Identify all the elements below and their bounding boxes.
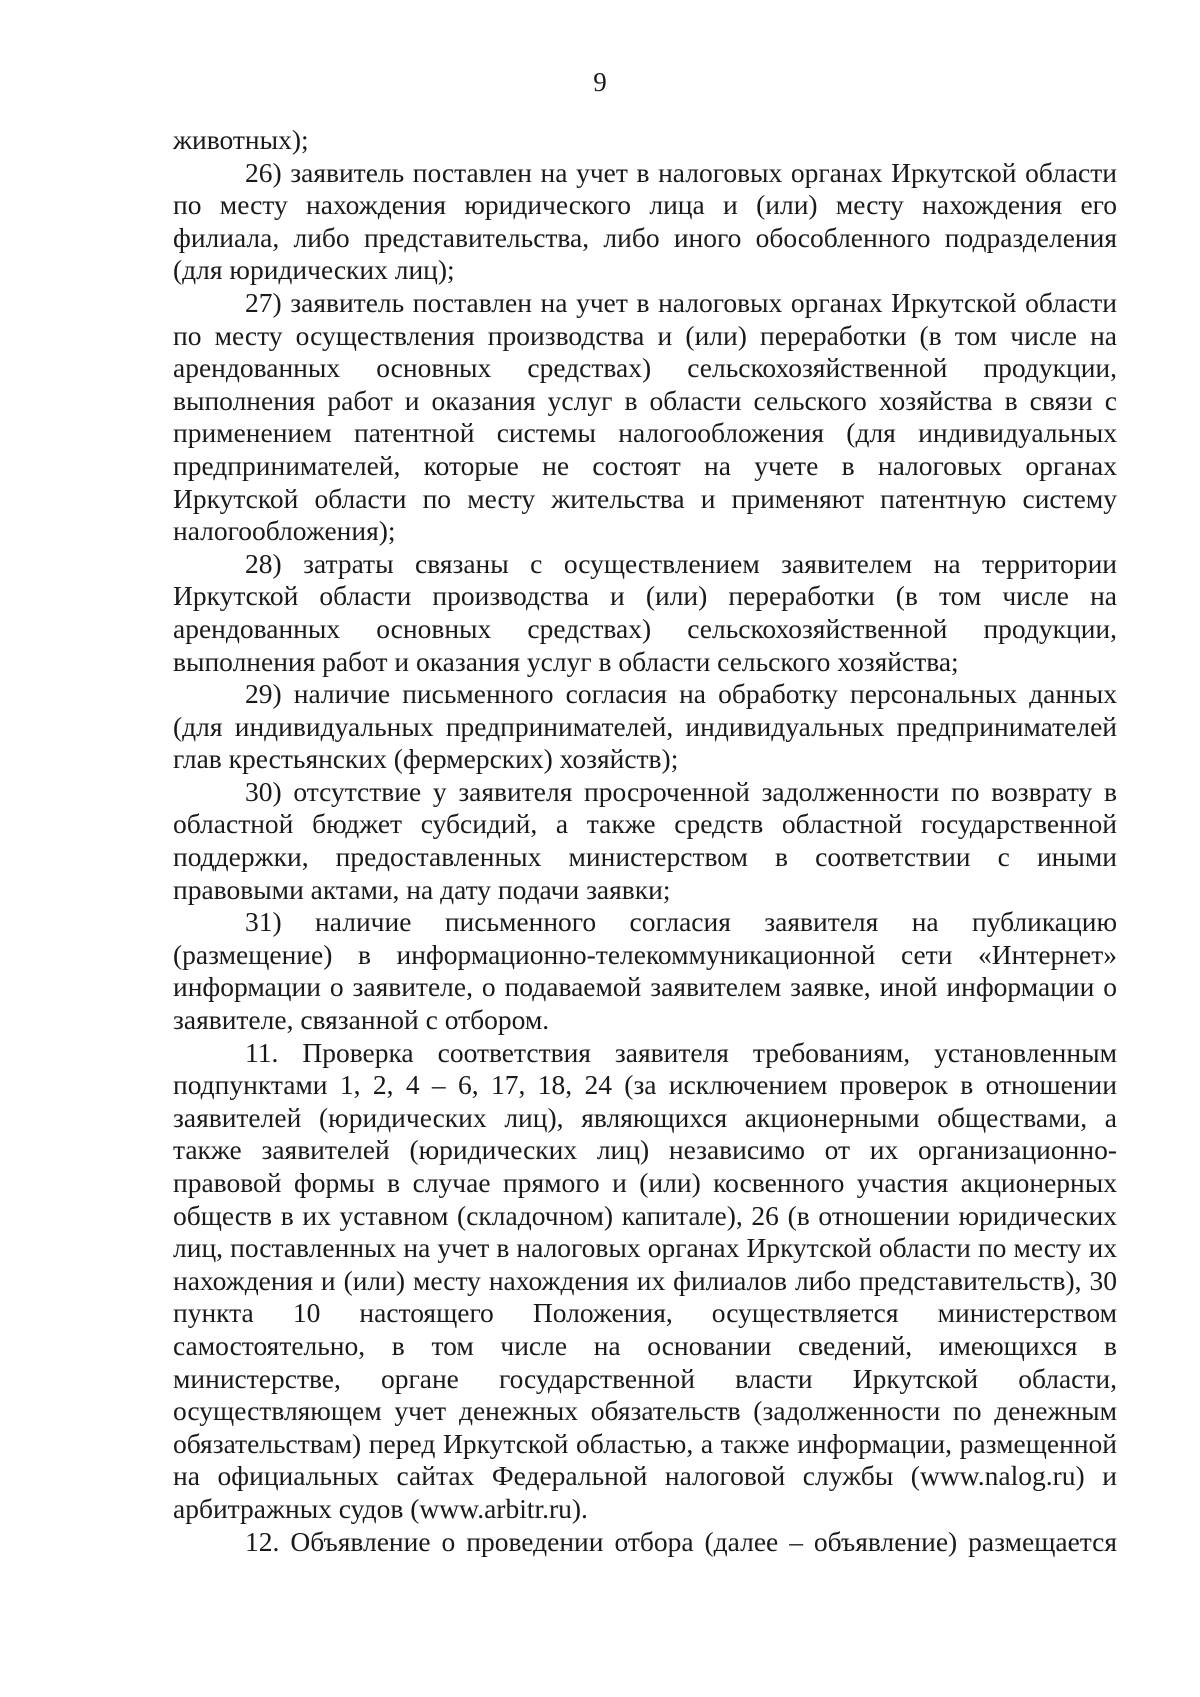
document-body: [173, 124, 1117, 1558]
page-number: 9: [593, 67, 607, 97]
paragraph-item-26: 26) заявитель поставлен на учет в налоговых органах Иркутской области по месту нахождения юридического лица и (или) месту нахождения его филиала, либо представительства, либо иного обособленного подразделения (для юридических лиц);: [173, 156, 1117, 286]
paragraph-item-29: 29) наличие письменного согласия на обработку персональных данных (для индивидуальных предпринимателей, индивидуальных предпринимателей глав крестьянских (фермерских) хозяйств);: [173, 678, 1117, 775]
paragraph-section-12: 12. Объявление о проведении отбора (далее – объявление) размещается: [245, 1525, 1117, 1557]
paragraph-item-30: 30) отсутствие у заявителя просроченной задолженности по возврату в областной бюджет субсидий, а также средств областной государственной поддержки, предоставленных министерством в соответствии с иными правовыми актами, на дату подачи заявки;: [173, 775, 1117, 905]
paragraph-item-27: 27) заявитель поставлен на учет в налоговых органах Иркутской области по месту осуществления производства и (или) переработки (в том числе на арендованных основных средствах) сельскохозяйственной продукции, выполнения работ и оказания услуг в области сельского хозяйства в связи с применением патентной системы налогообложения (для индивидуальных предпринимателей, которые не состоят на учете в налоговых органах Иркутской области по месту жительства и применяют патентную систему налогообложения);: [173, 286, 1117, 547]
paragraph-continuation: животных);: [173, 124, 309, 155]
paragraph-item-28: 28) затраты связаны с осуществлением заявителем на территории Иркутской области производства и (или) переработки (в том числе на арендованных основных средствах) сельскохозяйственной продукции, выполнения работ и оказания услуг в области сельского хозяйства;: [173, 547, 1117, 677]
paragraph-section-11: 11. Проверка соответствия заявителя требованиям, установленным подпунктами 1, 2, 4 – 6, 17, 18, 24 (за исключением проверок в отношении заявителей (юридических лиц), являющихся акционерными обществами, а также заявителей (юридических лиц) независимо от их организационно-правовой формы в случае прямого и (или) косвенного участия акционерных обществ в их уставном (складочном) капитале), 26 (в отношении юридических лиц, поставленных на учет в налоговых органах Иркутской области по месту их нахождения и (или) месту нахождения их филиалов либо представительств), 30 пункта 10 настоящего Положения, осуществляется министерством самостоятельно, в том числе на основании сведений, имеющихся в министерстве, органе государственной власти Иркутской области, осуществляющем учет денежных обязательств (задолженности по денежным обязательствам) перед Иркутской областью, а также информации, размещенной на официальных сайтах Федеральной налоговой службы (www.nalog.ru) и арбитражных судов (www.arbitr.ru).: [173, 1036, 1117, 1524]
paragraph-item-31: 31) наличие письменного согласия заявителя на публикацию (размещение) в информационно-телекоммуникационной сети «Интернет» информации о заявителе, о подаваемой заявителем заявке, иной информации о заявителе, связанной с отбором.: [173, 906, 1117, 1036]
